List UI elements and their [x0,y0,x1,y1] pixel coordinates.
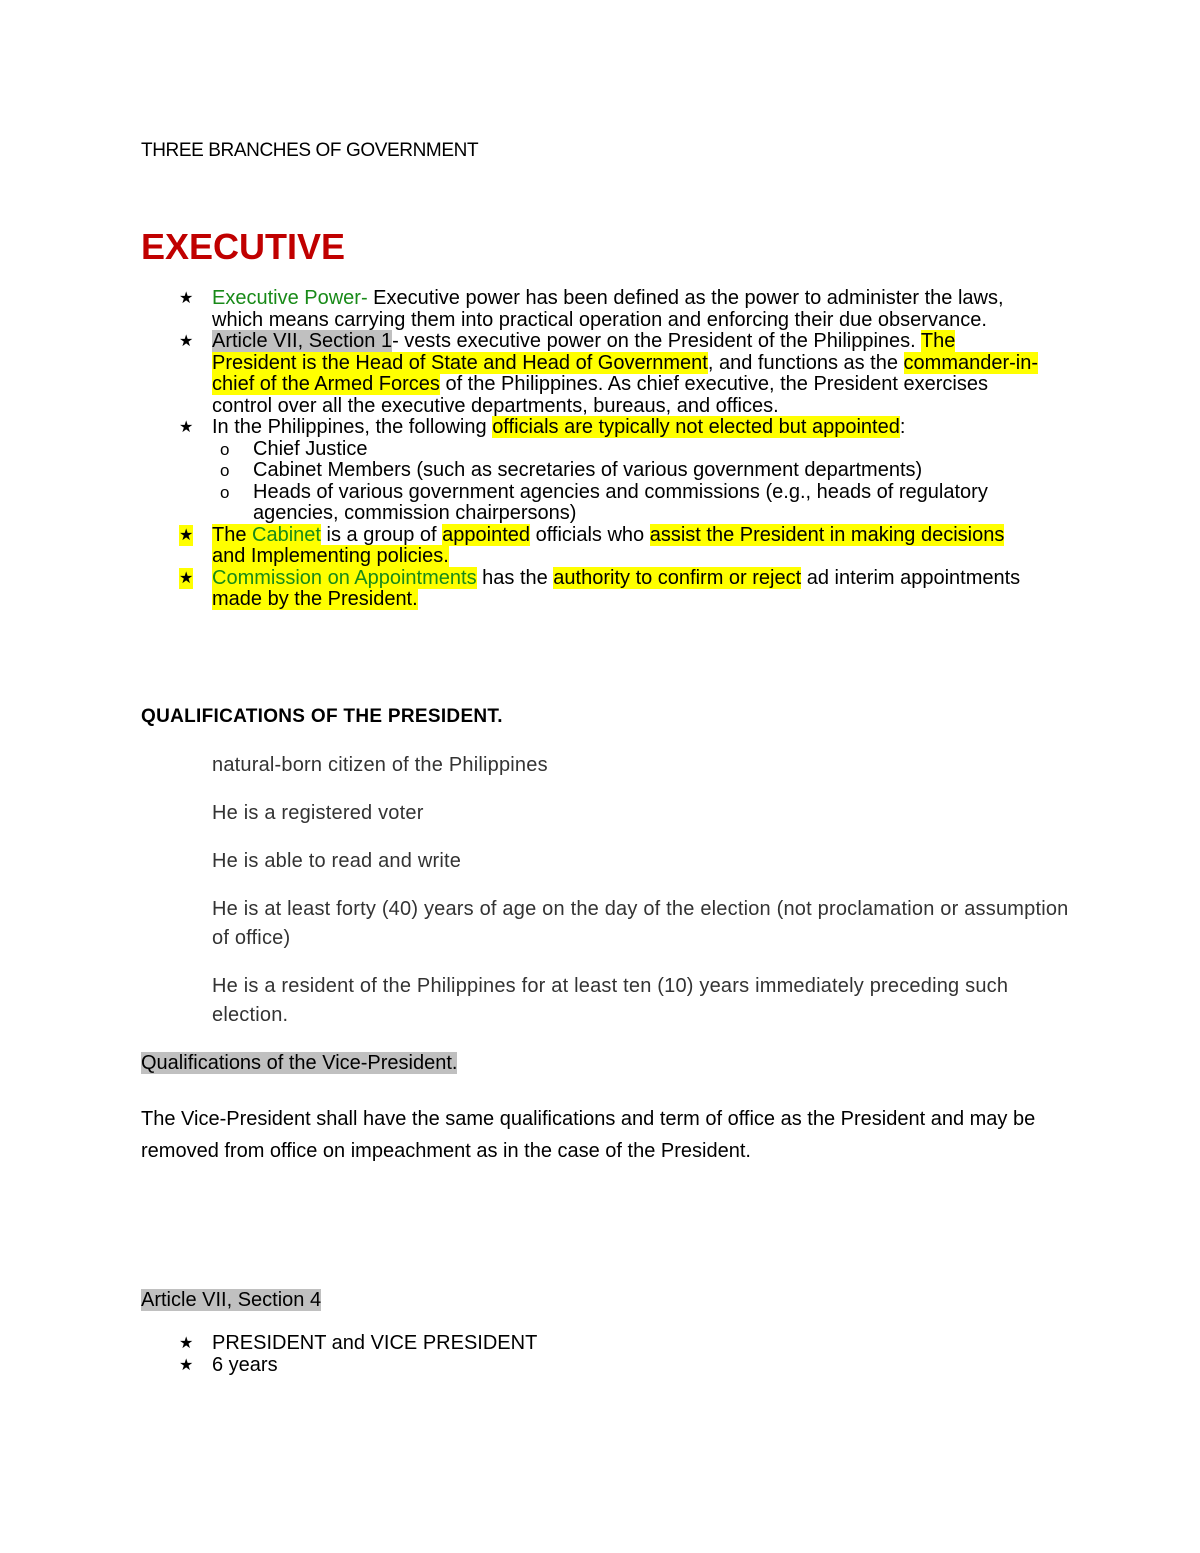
article-reference: Article VII, Section 1 [212,330,393,352]
star-icon: ★ [179,526,194,544]
highlighted-text: The [212,523,253,546]
bullet-text: : [899,416,906,438]
highlighted-text: assist the President in making decisions and Implementing policies. [212,523,1005,567]
term-commission-on-appointments: Commission on Appointments [212,566,477,589]
qualification-item: natural-born citizen of the Philippines [212,754,548,776]
list-item: o Chief Justice [220,437,368,460]
term-executive-power: Executive Power- [212,287,368,309]
qualifications-president-heading: QUALIFICATIONS OF THE PRESIDENT. [141,706,503,727]
highlighted-text: The President is the Head of State and Head of Government [212,330,956,374]
circle-icon: o [220,461,230,480]
section-heading-executive: EXECUTIVE [141,226,346,267]
bullet-text: , and functions as the [707,351,904,374]
qualification-item: He is a resident of the Philippines for at least ten (10) years immediately preceding such election. [212,975,1009,1026]
star-icon: ★ [179,1335,194,1352]
vice-president-paragraph: The Vice-President shall have the same qualifications and term of office as the President and may be removed from office on impeachment as in the case of the President. [141,1108,1036,1162]
highlighted-text: appointed [442,523,531,546]
bullet-executive-power [141,288,1041,331]
article-4-bullet-list [141,1333,1041,1376]
document-title: THREE BRANCHES OF GOVERNMENT [141,140,479,161]
executive-bullet-list [141,288,1041,611]
term-cabinet: Cabinet [252,523,321,546]
list-item: ★ 6 years [179,1353,278,1376]
highlighted-text: commander-in-chief of the Armed Forces [212,351,1039,395]
qualification-item: He is a registered voter [212,802,424,824]
list-item: ★ PRESIDENT and VICE PRESIDENT [179,1332,538,1354]
list-item: o Heads of various government agencies and commissions (e.g., heads of regulatory agencies, commission chairpersons) [220,480,988,524]
highlighted-text: made by the President. [212,588,418,610]
star-icon: ★ [179,333,194,350]
circle-icon: o [220,439,230,459]
list-item: o Cabinet Members (such as secretaries of various government departments) [220,459,923,481]
bullet-text: In the Philippines, the following [212,416,493,438]
highlighted-text: authority to confirm or reject [553,566,802,589]
bullet-text: - vests executive power on the President of the Philippines. [392,330,921,352]
star-icon: ★ [179,569,194,587]
bullet-text: has the [476,566,554,589]
star-icon: ★ [179,290,194,307]
bullet-text: ad interim appointments [801,566,1021,589]
highlighted-text: officials are typically not elected but appointed [492,416,900,438]
bullet-cabinet [141,525,1041,568]
qualification-item: He is at least forty (40) years of age on the day of the election (not proclamation or assumption of office) [212,898,1069,949]
star-icon: ★ [179,419,194,436]
circle-icon: o [220,482,230,502]
star-icon: ★ [179,1356,194,1374]
qualification-item: He is able to read and write [212,850,462,872]
bullet-text: officials who [530,523,650,546]
article-vii-section-4-heading: Article VII, Section 4 [141,1289,322,1311]
bullet-appointed-officials [141,417,1041,525]
appointed-officials-list [212,439,1041,525]
bullet-text: Executive power has been defined as the power to administer the laws, which means carrying them into practical operation and enforcing their due observance. [212,287,1004,331]
qualifications-vice-president-heading: Qualifications of the Vice-President. [141,1052,458,1074]
bullet-text: of the Philippines. As chief executive, the President exercises control over all the executive departments, bureaus, and offices. [212,373,988,417]
bullet-text: is a group of [320,523,443,546]
bullet-article-vii-section-1 [141,331,1041,417]
bullet-commission-on-appointments [141,568,1041,611]
